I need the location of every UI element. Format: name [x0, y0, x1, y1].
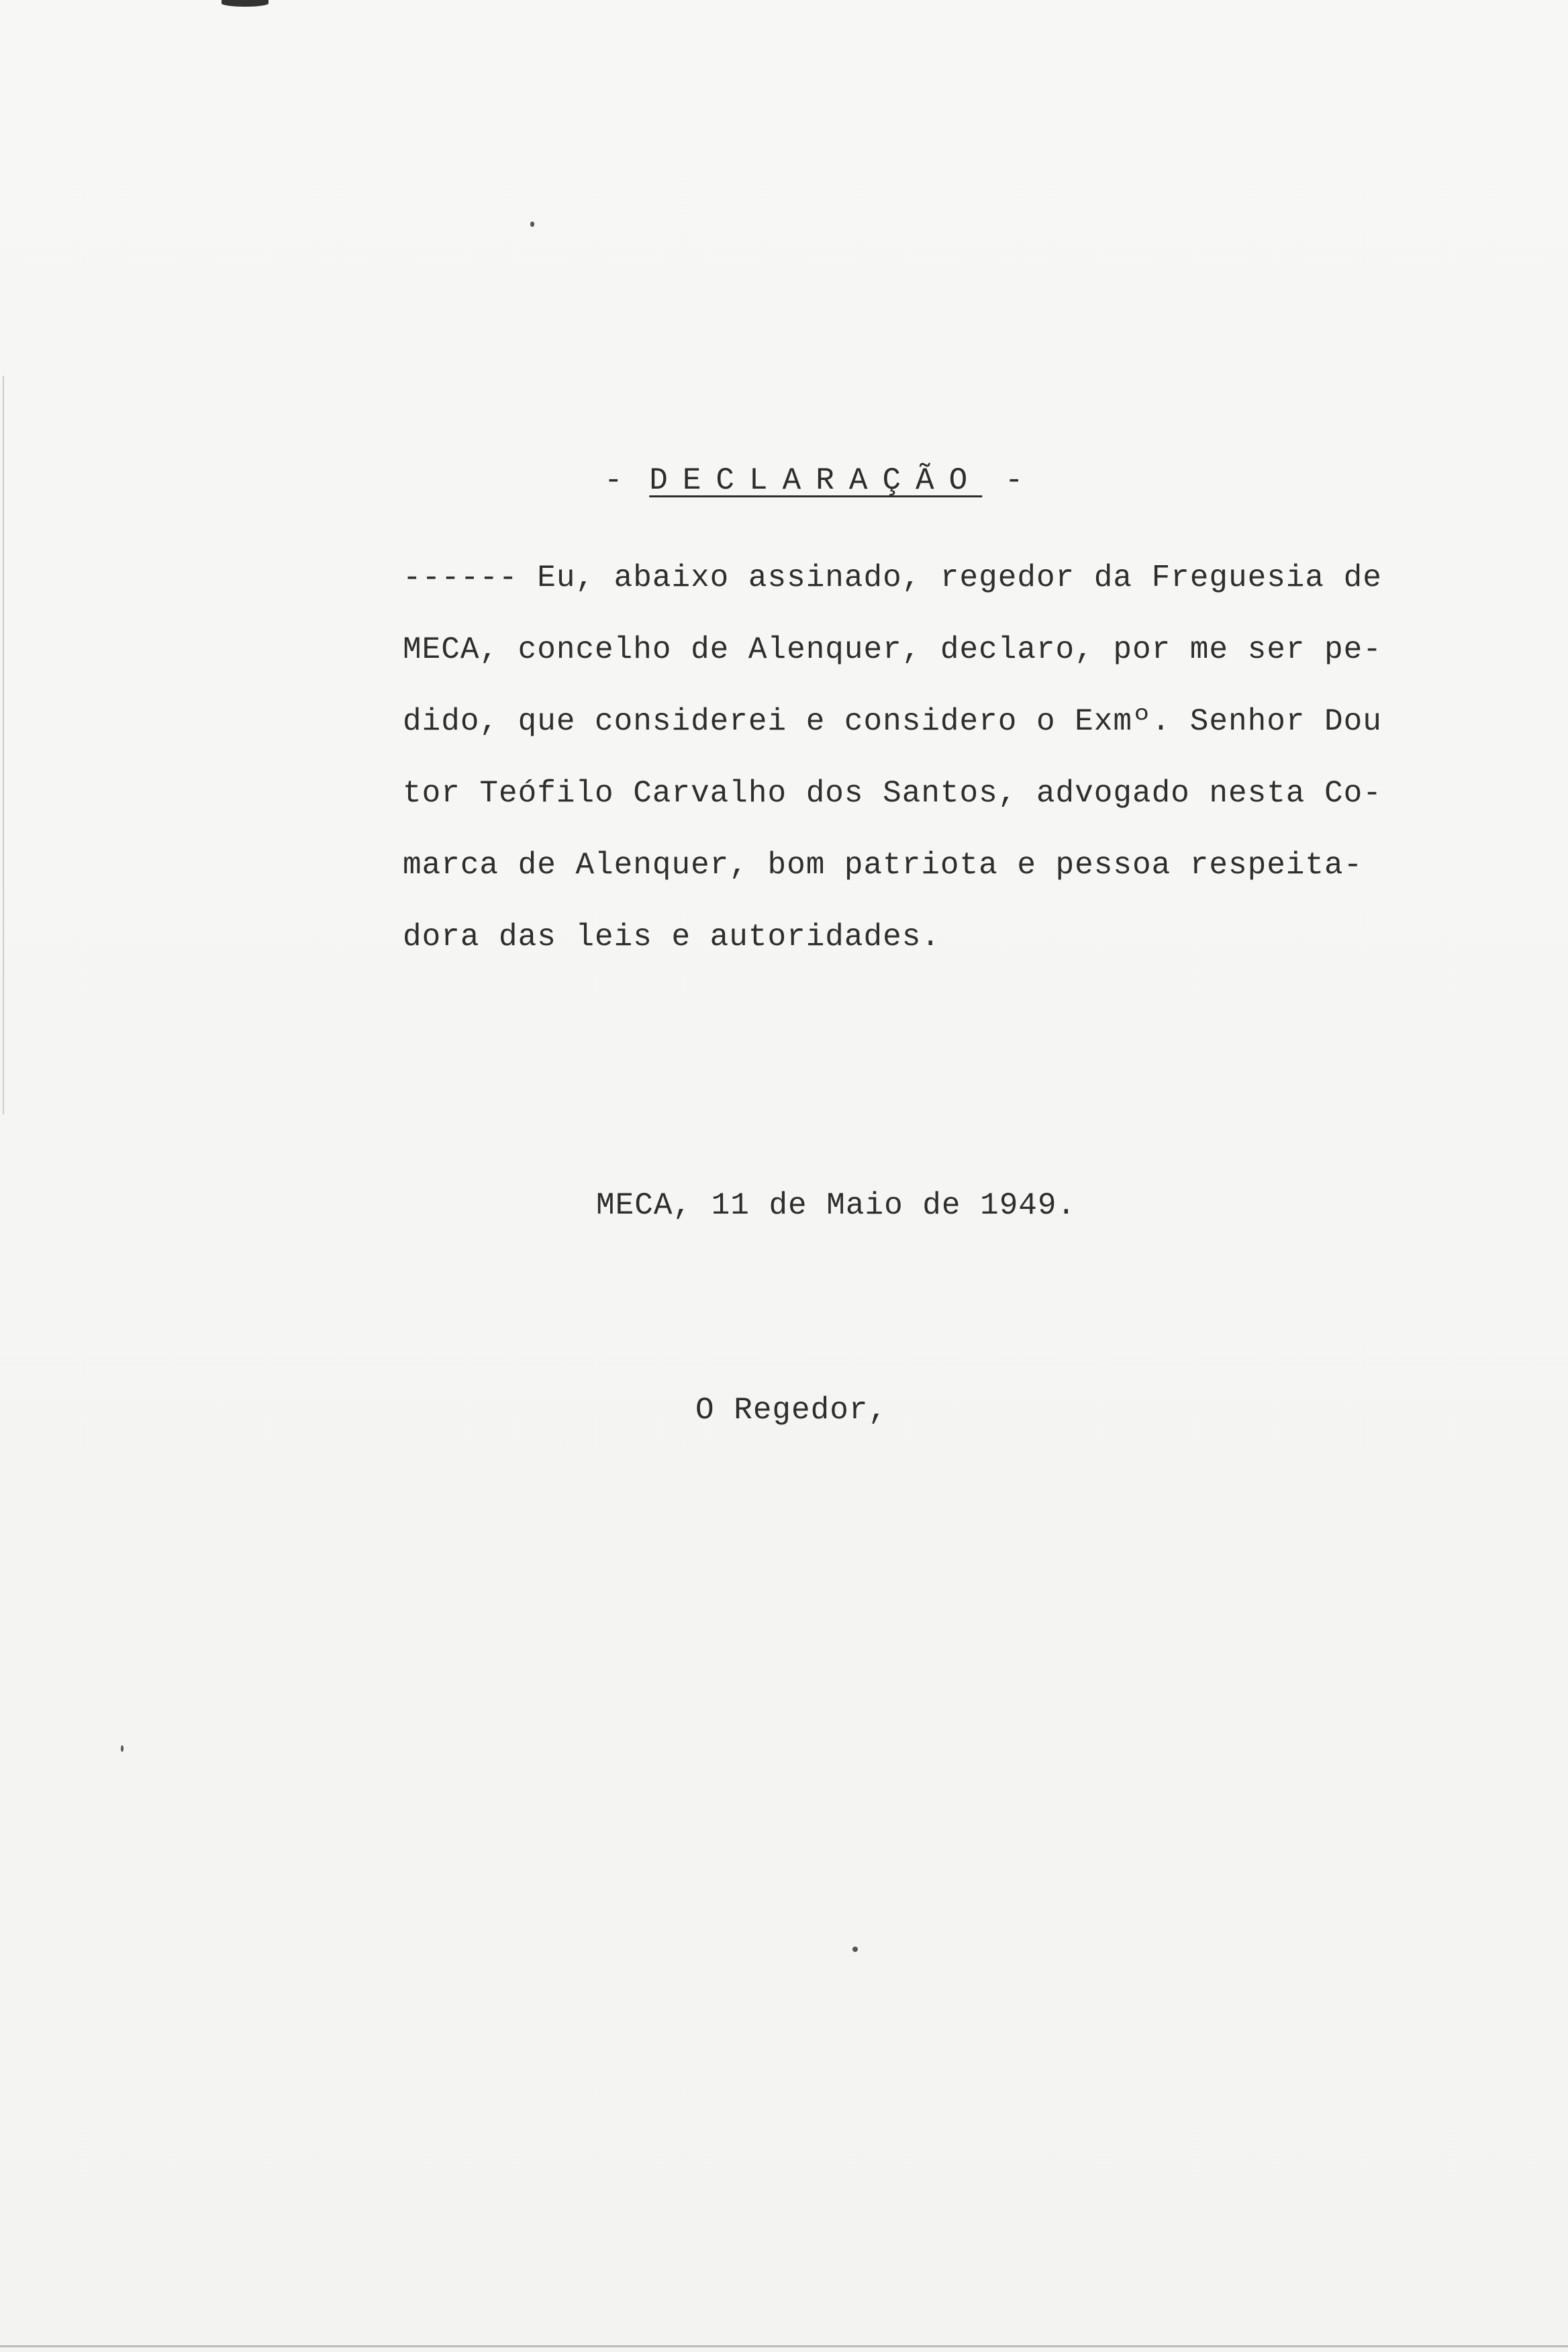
declaration-body	[403, 542, 1436, 973]
title-left-dash: -	[604, 463, 627, 498]
scan-speck	[222, 0, 268, 7]
signature-label: O Regedor,	[695, 1393, 888, 1428]
title-word: DECLARAÇÃO	[649, 463, 983, 498]
body-line: tor Teófilo Carvalho dos Santos, advogado nesta Co-	[403, 776, 1382, 811]
scan-speck	[852, 1947, 858, 1952]
body-line: dido, que considerei e considero o Exmº. Senhor Dou	[403, 704, 1382, 739]
scan-speck	[121, 1745, 124, 1752]
title-right-dash: -	[1004, 463, 1028, 498]
scan-speck	[530, 222, 534, 227]
body-line: dora das leis e autoridades.	[403, 920, 940, 954]
scan-edge-line	[0, 2345, 1568, 2347]
document-title	[604, 463, 1114, 498]
body-line: ------ Eu, abaixo assinado, regedor da Freguesia de	[403, 560, 1382, 595]
body-line: MECA, concelho de Alenquer, declaro, por me ser pe-	[403, 632, 1382, 667]
body-line: marca de Alenquer, bom patriota e pessoa respeita-	[403, 848, 1363, 883]
scan-edge-line	[3, 376, 4, 1114]
place-and-date: MECA, 11 de Maio de 1949.	[596, 1188, 1077, 1223]
